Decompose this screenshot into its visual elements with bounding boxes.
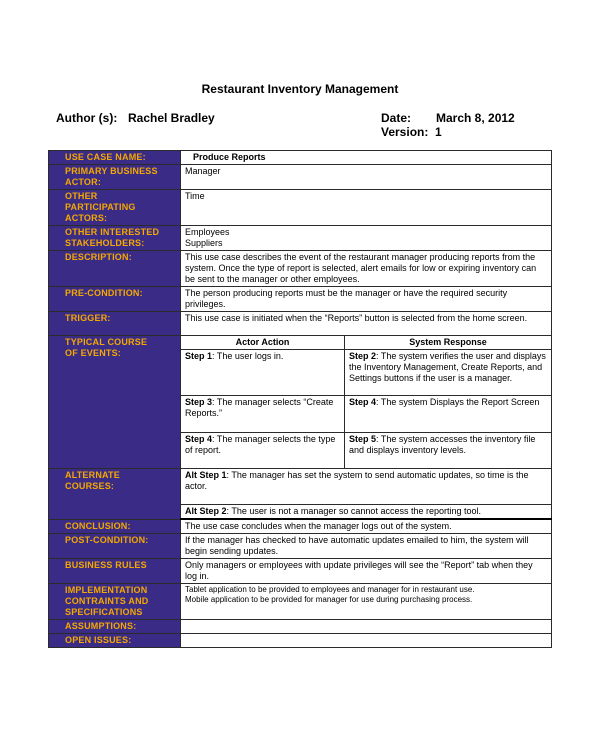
alternate-courses-label-line2: COURSES: bbox=[65, 481, 115, 491]
version-label: Version: bbox=[381, 125, 429, 139]
step-number: Step 1 bbox=[185, 351, 213, 361]
step-text: : The system accesses the inventory file and displays inventory levels. bbox=[349, 434, 536, 455]
step-text: : The system verifies the user and displays the Inventory Management, Create Reports, and Settings buttons if the user is a manager. bbox=[349, 351, 546, 383]
step-number: Step 3 bbox=[185, 397, 213, 407]
precondition-value: The person producing reports must be the manager or have the required security privileges. bbox=[181, 287, 552, 312]
implementation-label bbox=[49, 584, 181, 620]
primary-actor-label-line2: ACTOR: bbox=[65, 177, 102, 187]
date-label: Date: bbox=[381, 111, 412, 125]
alternate-courses-label-line1: ALTERNATE bbox=[65, 470, 120, 480]
typical-course-label bbox=[49, 336, 181, 469]
conclusion-label: CONCLUSION: bbox=[49, 519, 181, 534]
alt-step-number: Alt Step 2 bbox=[185, 506, 227, 516]
description-value: This use case describes the event of the restaurant manager producing reports from the system. Once the type of report is selected, alert emails for low or expiring inventory can be sent to the manager or other employees. bbox=[181, 251, 552, 287]
use-case-name-label: USE CASE NAME: bbox=[49, 151, 181, 165]
open-issues-label: OPEN ISSUES: bbox=[49, 634, 181, 648]
actor-step-cell bbox=[181, 350, 345, 396]
step-number: Step 4 bbox=[349, 397, 377, 407]
stakeholder-item: Employees bbox=[185, 227, 230, 237]
implementation-label-line1: IMPLEMENTATION bbox=[65, 585, 148, 595]
postcondition-value: If the manager has checked to have automatic updates emailed to him, the system will begin sending updates. bbox=[181, 534, 552, 559]
other-actors-label-line3: ACTORS: bbox=[65, 213, 108, 223]
business-rules-value: Only managers or employees with update privileges will see the “Report” tab when they log in. bbox=[181, 559, 552, 584]
system-step-cell bbox=[345, 350, 552, 396]
stakeholders-value bbox=[181, 226, 552, 251]
step-text: : The manager selects “Create Reports.” bbox=[185, 397, 334, 418]
stakeholders-label-line2: STAKEHOLDERS: bbox=[65, 238, 145, 248]
step-text: : The system Displays the Report Screen bbox=[376, 397, 540, 407]
system-step-cell bbox=[345, 396, 552, 433]
system-step-cell bbox=[345, 433, 552, 469]
implementation-item: Tablet application to be provided to employees and manager for in restaurant use. bbox=[185, 585, 475, 594]
conclusion-value: The use case concludes when the manager logs out of the system. bbox=[181, 519, 552, 534]
actor-action-header: Actor Action bbox=[181, 336, 345, 350]
open-issues-value bbox=[181, 634, 552, 648]
use-case-name-value: Produce Reports bbox=[181, 151, 552, 165]
primary-actor-value: Manager bbox=[181, 165, 552, 190]
actor-step-cell bbox=[181, 433, 345, 469]
description-label: DESCRIPTION: bbox=[49, 251, 181, 287]
trigger-value: This use case is initiated when the “Reports” button is selected from the home screen. bbox=[181, 312, 552, 336]
date-value: March 8, 2012 bbox=[436, 111, 515, 125]
other-actors-label-line1: OTHER bbox=[65, 191, 98, 201]
assumptions-label: ASSUMPTIONS: bbox=[49, 620, 181, 634]
alt-step-2 bbox=[181, 505, 552, 520]
business-rules-label: BUSINESS RULES bbox=[49, 559, 181, 584]
typical-course-label-line2: OF EVENTS: bbox=[65, 348, 122, 358]
step-number: Step 4 bbox=[185, 434, 213, 444]
trigger-label: TRIGGER: bbox=[49, 312, 181, 336]
stakeholders-label bbox=[49, 226, 181, 251]
alt-step-1 bbox=[181, 469, 552, 505]
implementation-label-line2: CONTRAINTS AND bbox=[65, 596, 149, 606]
author-value: Rachel Bradley bbox=[128, 111, 215, 125]
implementation-value bbox=[181, 584, 552, 620]
stakeholder-item: Suppliers bbox=[185, 238, 223, 248]
alt-step-text: : The manager has set the system to send automatic updates, so time is the actor. bbox=[185, 470, 529, 491]
alt-step-text: : The user is not a manager so cannot access the reporting tool. bbox=[226, 506, 481, 516]
other-actors-label bbox=[49, 190, 181, 226]
implementation-item: Mobile application to be provided for manager for use during purchasing process. bbox=[185, 595, 473, 604]
author-label: Author (s): bbox=[56, 111, 118, 125]
typical-course-label-line1: TYPICAL COURSE bbox=[65, 337, 148, 347]
step-text: : The user logs in. bbox=[212, 351, 284, 361]
system-response-header: System Response bbox=[345, 336, 552, 350]
use-case-table bbox=[48, 150, 552, 648]
primary-actor-label-line1: PRIMARY BUSINESS bbox=[65, 166, 158, 176]
precondition-label: PRE-CONDITION: bbox=[49, 287, 181, 312]
version-value: 1 bbox=[435, 125, 442, 139]
step-number: Step 5 bbox=[349, 434, 377, 444]
alt-step-number: Alt Step 1 bbox=[185, 470, 227, 480]
document-title: Restaurant Inventory Management bbox=[201, 82, 399, 96]
stakeholders-label-line1: OTHER INTERESTED bbox=[65, 227, 160, 237]
postcondition-label: POST-CONDITION: bbox=[49, 534, 181, 559]
alternate-courses-label bbox=[49, 469, 181, 520]
assumptions-value bbox=[181, 620, 552, 634]
other-actors-value: Time bbox=[181, 190, 552, 226]
other-actors-label-line2: PARTICIPATING bbox=[65, 202, 136, 212]
step-text: : The manager selects the type of report. bbox=[185, 434, 336, 455]
step-number: Step 2 bbox=[349, 351, 377, 361]
primary-actor-label bbox=[49, 165, 181, 190]
implementation-label-line3: SPECIFICATIONS bbox=[65, 607, 143, 617]
actor-step-cell bbox=[181, 396, 345, 433]
